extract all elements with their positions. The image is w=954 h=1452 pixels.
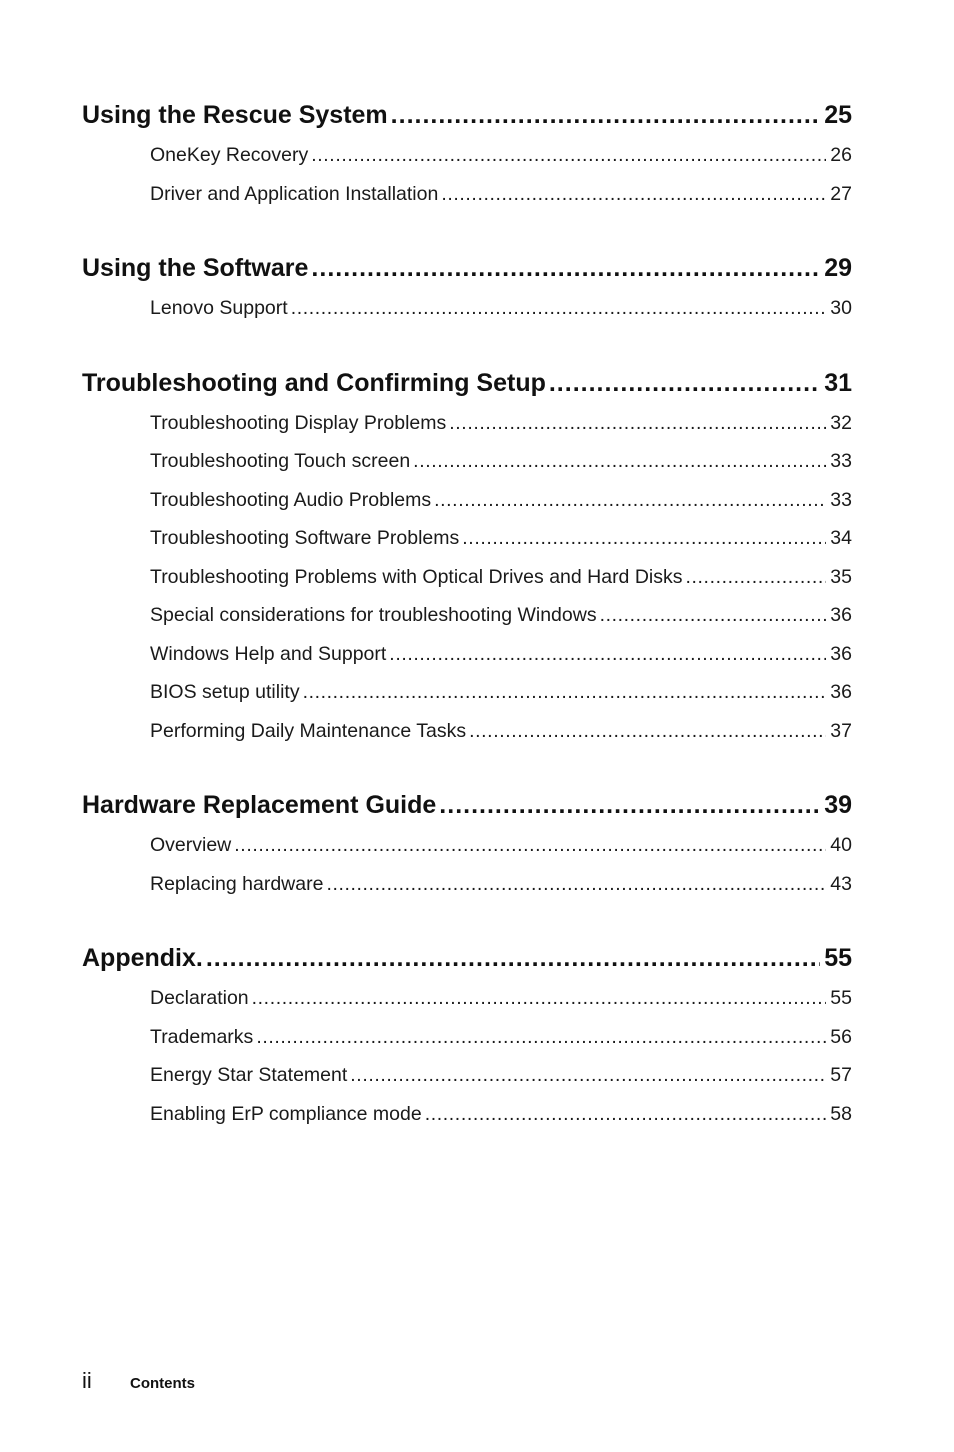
toc-subsection-entry[interactable]: [150, 404, 852, 443]
chapter-title: Using the Software: [82, 254, 309, 282]
subsection-page-number: 27: [830, 182, 852, 205]
subsection-title: Trademarks: [150, 1025, 254, 1048]
toc-subsection-entry[interactable]: [150, 1095, 852, 1134]
subsection-title: BIOS setup utility: [150, 681, 300, 703]
subsection-page-number: 36: [830, 681, 852, 703]
subsection-page-number: 58: [830, 1102, 852, 1125]
dot-leader: [449, 404, 826, 443]
subsection-page-number: 43: [830, 872, 852, 895]
dot-leader: [206, 939, 820, 977]
dot-leader: [439, 786, 820, 824]
subsection-page-number: 37: [830, 719, 852, 742]
subsection-title: Special considerations for troubleshooting Windows: [150, 604, 597, 626]
dot-leader: [350, 1056, 826, 1095]
subsection-page-number: 34: [830, 527, 852, 549]
chapter-title: Appendix.: [82, 944, 203, 972]
dot-leader: [389, 635, 826, 674]
toc-subsection-entry[interactable]: [150, 865, 852, 904]
dot-leader: [311, 249, 820, 287]
toc-subsection-list: [82, 404, 852, 751]
footer-label: Contents: [130, 1375, 195, 1392]
dot-leader: [549, 364, 820, 402]
subsection-title: Troubleshooting Audio Problems: [150, 488, 432, 511]
chapter-page-number: 39: [824, 791, 852, 819]
toc-subsection-entry[interactable]: [150, 826, 852, 865]
dot-leader: [469, 712, 826, 751]
toc-subsection-entry[interactable]: [150, 712, 852, 751]
dot-leader: [326, 865, 826, 904]
toc-subsection-entry[interactable]: [150, 558, 852, 597]
chapter-title: Using the Rescue System: [82, 101, 388, 129]
dot-leader: [434, 481, 826, 520]
subsection-title: Windows Help and Support: [150, 642, 387, 665]
toc-subsection-entry[interactable]: [150, 442, 852, 481]
toc-subsection-entry[interactable]: [150, 481, 852, 520]
subsection-title: Troubleshooting Touch screen: [150, 450, 411, 472]
page-footer: [82, 1368, 195, 1394]
toc-chapter-entry[interactable]: [82, 364, 852, 402]
subsection-title: Troubleshooting Display Problems: [150, 411, 447, 434]
toc-subsection-list: [82, 979, 852, 1133]
subsection-page-number: 57: [830, 1064, 852, 1086]
dot-leader: [311, 136, 826, 175]
toc-subsection-entry[interactable]: [150, 673, 852, 712]
toc-section: [82, 364, 852, 751]
toc-subsection-entry[interactable]: [150, 1056, 852, 1095]
subsection-page-number: 32: [830, 411, 852, 434]
subsection-page-number: 56: [830, 1025, 852, 1048]
subsection-page-number: 40: [830, 834, 852, 856]
toc-subsection-entry[interactable]: [150, 635, 852, 674]
subsection-page-number: 55: [830, 987, 852, 1009]
toc-subsection-entry[interactable]: [150, 175, 852, 214]
table-of-contents: [82, 96, 852, 1169]
toc-section: [82, 939, 852, 1133]
toc-chapter-entry[interactable]: [82, 96, 852, 134]
subsection-page-number: 33: [830, 488, 852, 511]
toc-subsection-entry[interactable]: [150, 519, 852, 558]
dot-leader: [425, 1095, 827, 1134]
chapter-title: Hardware Replacement Guide: [82, 791, 437, 819]
dot-leader: [291, 289, 827, 328]
toc-section: [82, 249, 852, 328]
dot-leader: [462, 519, 826, 558]
subsection-title: Troubleshooting Software Problems: [150, 527, 460, 549]
subsection-title: Lenovo Support: [150, 297, 288, 319]
toc-subsection-entry[interactable]: [150, 1018, 852, 1057]
chapter-page-number: 25: [824, 101, 852, 129]
toc-chapter-entry[interactable]: [82, 249, 852, 287]
toc-subsection-list: [82, 826, 852, 903]
subsection-page-number: 36: [830, 604, 852, 626]
subsection-title: Performing Daily Maintenance Tasks: [150, 719, 467, 742]
dot-leader: [686, 558, 827, 597]
toc-subsection-entry[interactable]: [150, 136, 852, 175]
subsection-title: Driver and Application Installation: [150, 182, 439, 205]
toc-subsection-entry[interactable]: [150, 596, 852, 635]
chapter-page-number: 31: [824, 368, 852, 397]
subsection-page-number: 30: [830, 297, 852, 319]
dot-leader: [441, 175, 826, 214]
toc-subsection-list: [82, 136, 852, 213]
toc-section: [82, 786, 852, 903]
toc-subsection-entry[interactable]: [150, 289, 852, 328]
chapter-page-number: 55: [824, 944, 852, 972]
dot-leader: [413, 442, 826, 481]
subsection-title: Troubleshooting Problems with Optical Drives and Hard Disks: [150, 565, 683, 588]
chapter-page-number: 29: [824, 254, 852, 282]
subsection-page-number: 33: [830, 450, 852, 472]
subsection-page-number: 35: [830, 565, 852, 588]
toc-chapter-entry[interactable]: [82, 786, 852, 824]
subsection-title: Energy Star Statement: [150, 1064, 348, 1086]
subsection-title: Declaration: [150, 987, 249, 1009]
toc-subsection-list: [82, 289, 852, 328]
subsection-page-number: 26: [830, 144, 852, 166]
toc-section: [82, 96, 852, 213]
subsection-title: Enabling ErP compliance mode: [150, 1102, 422, 1125]
footer-page-number: ii: [82, 1368, 92, 1393]
subsection-title: OneKey Recovery: [150, 144, 309, 166]
dot-leader: [391, 96, 821, 134]
subsection-page-number: 36: [830, 642, 852, 665]
toc-chapter-entry[interactable]: [82, 939, 852, 977]
subsection-title: Replacing hardware: [150, 872, 324, 895]
dot-leader: [252, 979, 827, 1018]
chapter-title: Troubleshooting and Confirming Setup: [82, 368, 546, 397]
toc-subsection-entry[interactable]: [150, 979, 852, 1018]
subsection-title: Overview: [150, 834, 232, 856]
dot-leader: [600, 596, 827, 635]
dot-leader: [234, 826, 826, 865]
dot-leader: [256, 1018, 826, 1057]
dot-leader: [303, 673, 827, 712]
